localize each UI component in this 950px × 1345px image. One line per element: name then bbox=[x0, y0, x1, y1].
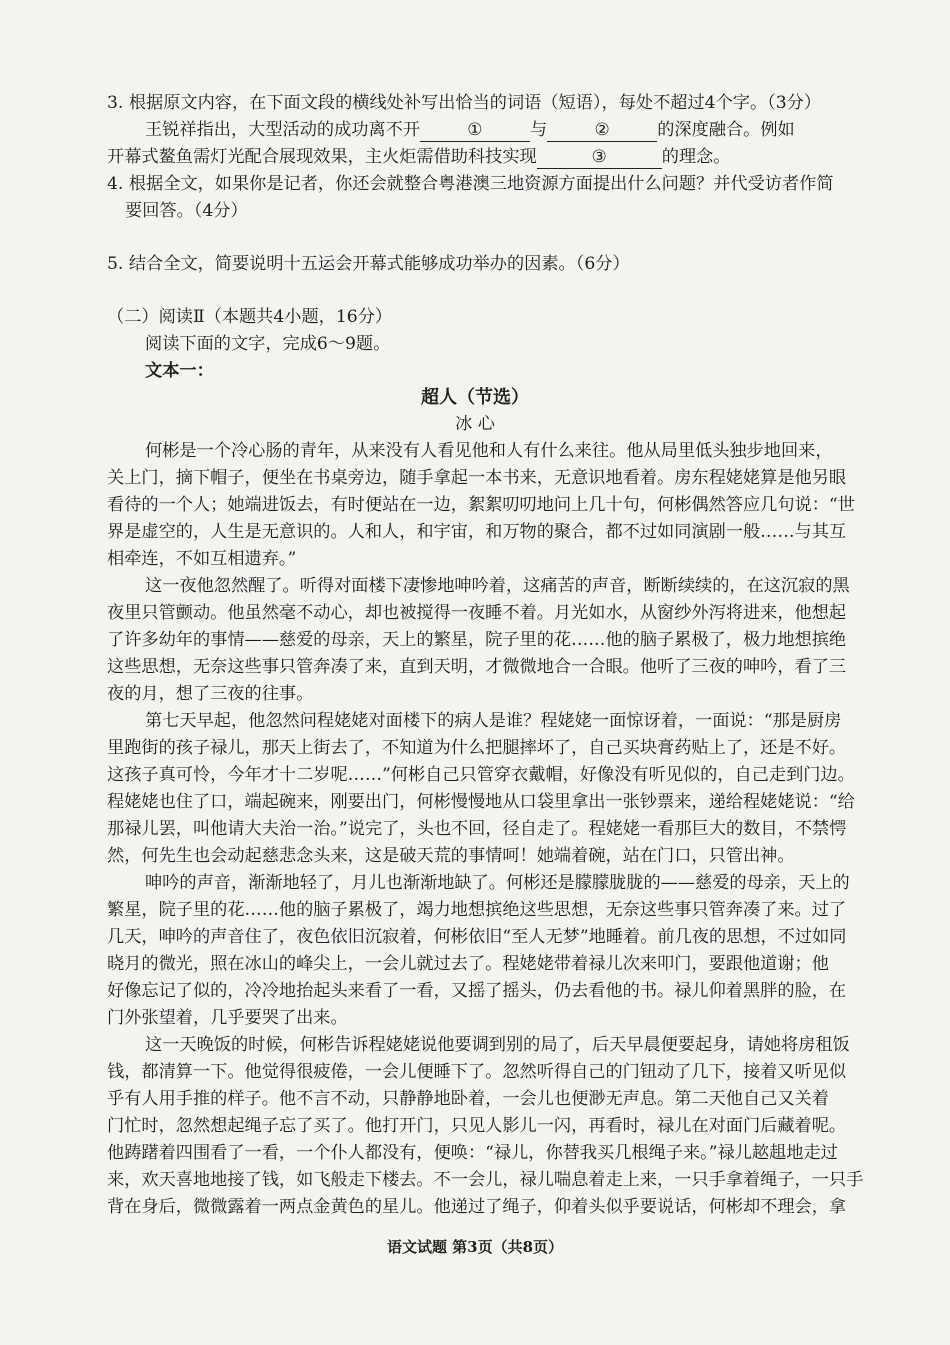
article-line: 了许多幼年的事情——慈爱的母亲，天上的繁星，院子里的花……他的脑子累极了，极力地想摈绝 bbox=[107, 630, 847, 650]
article-line: 繁星，院子里的花……他的脑子累极了，竭力地想摈绝这些思想，无奈这些事只管奔凑了来。过了 bbox=[107, 900, 847, 920]
question-3-passage-line-2 bbox=[107, 146, 730, 169]
article-line: 钱，都清算一下。他觉得很疲倦，一会儿便睡下了。忽然听得自己的门钮动了几下，接着又听见似 bbox=[107, 1062, 847, 1082]
article-line: 这一天晚饭的时候，何彬告诉程姥姥说他要调到别的局了，后天早晨便要起身，请她将房租饭 bbox=[145, 1035, 850, 1055]
article-line: 来，欢天喜地地接了钱，如飞般走下楼去。不一会儿，禄儿喘息着走上来，一只手拿着绳子，一只手 bbox=[107, 1170, 864, 1190]
q3-text-a: 王锐祥指出，大型活动的成功离不开 bbox=[145, 120, 421, 140]
q3-text-d: 开幕式鳌鱼需灯光配合展现效果，主火炬需借助科技实现 bbox=[107, 147, 537, 167]
section-heading: （二）阅读Ⅱ（本题共4小题，16分） bbox=[107, 307, 393, 327]
text-one-label: 文本一： bbox=[145, 361, 214, 381]
article-author: 冰 心 bbox=[455, 414, 495, 434]
article-line: 这一夜他忽然醒了。听得对面楼下凄惨地呻吟着，这痛苦的声音，断断续续的，在这沉寂的黑 bbox=[145, 576, 850, 596]
question-4-prompt-line-2: 要回答。（4分） bbox=[125, 201, 248, 221]
article-line: 几天，呻吟的声音住了，夜色依旧沉寂着，何彬依旧“至人无梦”地睡着。前几夜的思想，不过如同 bbox=[107, 927, 847, 947]
q3-text-e: 的理念。 bbox=[661, 147, 731, 167]
q3-blank-3: ③ bbox=[537, 146, 662, 169]
article-line: 夜的月，想了三夜的往事。 bbox=[107, 684, 314, 704]
section-instruction: 阅读下面的文字，完成6～9题。 bbox=[145, 334, 391, 354]
question-5-prompt: 5. 结合全文，简要说明十五运会开幕式能够成功举办的因素。（6分） bbox=[107, 254, 630, 274]
q3-text-b: 与 bbox=[530, 120, 548, 140]
article-line: 关上门，摘下帽子，便坐在书桌旁边，随手拿起一本书来，无意识地看着。房东程姥姥算是他另眼 bbox=[107, 468, 847, 488]
article-line: 然，何先生也会动起慈悲念头来，这是破天荒的事情呵！她端着碗，站在门口，只管出神。 bbox=[107, 846, 795, 866]
article-line: 界是虚空的，人生是无意识的。人和人，和宇宙，和万物的聚合，都不过如同演剧一般……与其互 bbox=[107, 522, 847, 542]
question-4-prompt-line-1: 4. 根据全文，如果你是记者，你还会就整合粤港澳三地资源方面提出什么问题？并代受访者作简 bbox=[107, 174, 834, 194]
article-line: 这孩子真可怜，今年才十二岁呢……”何彬自己只管穿衣戴帽，好像没有听见似的，自己走到门边。 bbox=[107, 765, 855, 785]
article-line: 他踌躇着四围看了一看，一个仆人都没有，便唤：“禄儿，你替我买几根绳子来。”禄儿趑趄地走过 bbox=[107, 1143, 838, 1163]
article-line: 呻吟的声音，渐渐地轻了，月儿也渐渐地缺了。何彬还是朦朦胧胧的——慈爱的母亲，天上的 bbox=[145, 873, 850, 893]
article-line: 第七天早起，他忽然问程姥姥对面楼下的病人是谁？程姥姥一面惊讶着，一面说：“那是厨房 bbox=[145, 711, 842, 731]
article-line: 乎有人用手推的样子。他不言不动，只静静地卧着，一会儿也便渺无声息。第二天他自己又关着 bbox=[107, 1089, 829, 1109]
q3-text-c: 的深度融合。例如 bbox=[657, 120, 795, 140]
question-3-passage-line-1 bbox=[145, 119, 795, 142]
article-line: 里跑街的孩子禄儿，那天上街去了，不知道为什么把腿摔坏了，自己买块膏药贴上了，还是不好。 bbox=[107, 738, 847, 758]
article-line: 何彬是一个冷心肠的青年，从来没有人看见他和人有什么来往。他从局里低头独步地回来， bbox=[145, 441, 833, 461]
article-line: 背在身后，微微露着一两点金黄色的星儿。他递过了绳子，仰着头似乎要说话，何彬却不理会，拿 bbox=[107, 1197, 847, 1217]
article-line: 程姥姥也住了口，端起碗来，刚要出门，何彬慢慢地从口袋里拿出一张钞票来，递给程姥姥说：“给 bbox=[107, 792, 855, 812]
article-line: 晓月的微光，照在冰山的峰尖上，一会儿就过去了。程姥姥带着禄儿次来叩门，要跟他道谢；他 bbox=[107, 954, 829, 974]
article-line: 门外张望着，几乎要哭了出来。 bbox=[107, 1008, 348, 1028]
q3-blank-2: ② bbox=[547, 119, 657, 142]
page-footer: 语文试题 第3页（共8页） bbox=[386, 1238, 564, 1256]
article-line: 相牵连，不如互相遗弃。” bbox=[107, 549, 297, 569]
article-title: 超人（节选） bbox=[421, 387, 529, 408]
article-line: 夜里只管颤动。他虽然毫不动心，却也被搅得一夜睡不着。月光如水，从窗纱外泻将进来，他想起 bbox=[107, 603, 847, 623]
article-line: 看待的一个人；她端进饭去，有时便站在一边，絮絮叨叨地问上几十句，何彬偶然答应几句说：“世 bbox=[107, 495, 855, 515]
article-line: 好像忘记了似的，冷冷地抬起头来看了一看，又摇了摇头，仍去看他的书。禄儿仰着黑胖的脸，在 bbox=[107, 981, 847, 1001]
question-3-prompt: 3. 根据原文内容，在下面文段的横线处补写出恰当的词语（短语），每处不超过4个字。（3分） bbox=[107, 93, 822, 113]
article-line: 那禄儿罢，叫他请大夫治一治。”说完了，头也不回，径自走了。程姥姥一看那巨大的数目，不禁愕 bbox=[107, 819, 847, 839]
article-line: 门忙时，忽然想起绳子忘了买了。他打开门，只见人影儿一闪，再看时，禄儿在对面门后藏着呢。 bbox=[107, 1116, 847, 1136]
article-line: 这些思想，无奈这些事只管奔凑了来，直到天明，才微微地合一合眼。他听了三夜的呻吟，看了三 bbox=[107, 657, 847, 677]
q3-blank-1: ① bbox=[420, 119, 530, 142]
